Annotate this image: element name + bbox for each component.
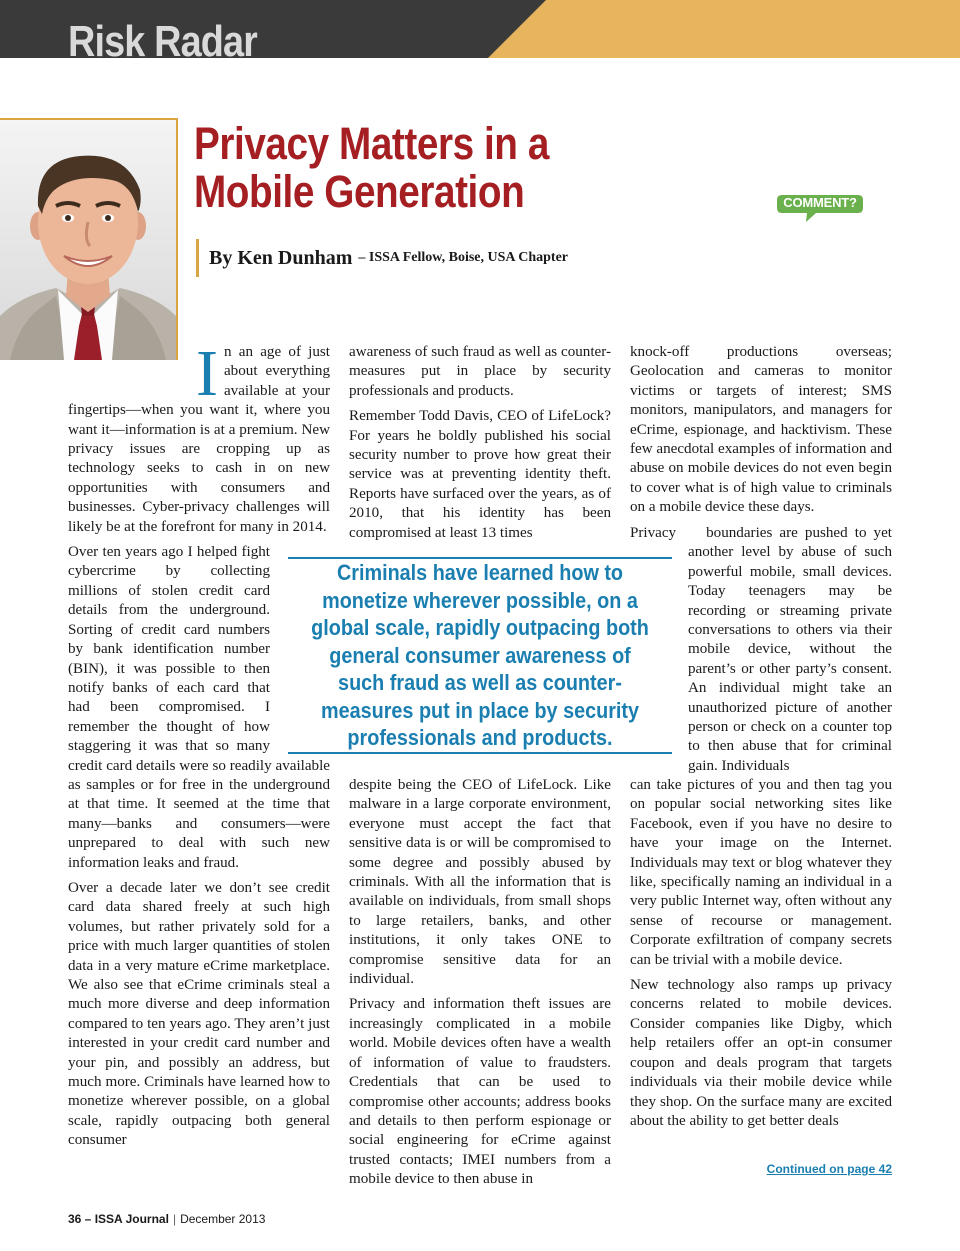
paragraph: In an age of just about everything available at your fingertips—when you want it, where you want it—information is at a premium. New privacy issues are cropping up as technology seeks to cash in on new opportunities with consumers and businesses. Cyber-privacy challenges will likely be at the forefront for many in 2014.	[68, 337, 330, 535]
paragraph: knock-off productions overseas; Geolocation and cameras to monitor victims or targets of interest; SMS monitors, manipulators, and managers for eCrime, espionage, and hacktivism. These few anecdotal examples of information and abuse on mobile devices do not even begin to cover what is of high value to criminals on a mobile device these days.	[630, 344, 892, 516]
paragraph: Privacy and information theft issues are increasingly complicated in a mobile world. Mobile devices often have a wealth of information of value to fraudsters. Credentials that can be used to compromise other accounts; address books and details to then perform espionage or social engineering for eCrime against trusted contacts; IMEI numbers from a mobile device to then abuse in	[349, 996, 611, 1188]
comment-label: COMMENT?	[783, 195, 857, 210]
photo-wrap-spacer	[68, 343, 196, 353]
footer-separator: |	[172, 1212, 177, 1226]
paragraph: can take pictures of you and then tag you on popular social networking sites like Facebook, even if you have no desire to have your image on the Internet. Individuals may text or blog whatever they like, specifically naming an individual in a very public Internet way, often without any sense of recourse or management. Corporate exfiltration of company secrets can be trivial with a mobile device.	[630, 777, 892, 968]
continued-link[interactable]: Continued on page 42	[766, 1162, 892, 1176]
paragraph: New technology also ramps up privacy concerns related to mobile devices. Consider companies like Digby, which help retailers offer an opt-in consumer coupon and deals program that targets individuals via their mobile device while they shop. On the surface many are excited about the ability to get better deals	[630, 977, 892, 1129]
article-column-3-bottom	[630, 776, 892, 1137]
pull-quote	[288, 557, 672, 754]
paragraph: despite being the CEO of LifeLock. Like malware in a large corporate environment, everyone must accept the fact that sensitive data is or will be compromised to some degree and possibly abused by criminals. With all the information that is available on individuals, from small shops to large retailers, banks, and other institutions, it only takes ONE to compromise sensitive data for an individual.	[349, 777, 611, 988]
paragraph: Over ten years ago I helped fight cybercrime by collecting millions of stolen credit card details from the underground. Sorting of credit card numbers by bank identification number (BIN), it was possible to then notify banks of each card that had been compromised. I remember the thought of how staggering it was that so many credit card details were so readily available as samples or for free in the underground at that time. It seemed at the time that many—banks and consumers—were unprepared to deal with such new information leaks and fraud.	[68, 544, 330, 871]
article-column-3-wrap-text	[688, 524, 892, 776]
comment-button[interactable]	[776, 194, 864, 224]
issue-date: December 2013	[180, 1212, 266, 1226]
section-title: Risk Radar	[68, 17, 258, 58]
paragraph: Over a decade later we don’t see credit card data shared freely at such high volumes, but rather privately sold for a price with much larger quantities of stolen data in a very mature eCrime marketplace. We also see that eCrime criminals steal a much more diverse and deep information compared to ten years ago. They aren’t just interested in your credit card number and your pin, and possibly an address, but much more. Criminals have learned how to monetize wherever possible, on a global scale, rapidly outpacing both general consumer	[68, 879, 330, 1149]
article-headline: Privacy Matters in a Mobile Generation	[194, 118, 549, 217]
paragraph: Remember Todd Davis, CEO of LifeLock? For years he boldly published his social security number to prove how great their service was at preventing identity theft. Reports have surfaced over the years, as of 2010, that his identity has been compromised at least 13 times	[349, 408, 611, 541]
article-column-2-top	[349, 343, 611, 549]
pull-quote-text: Criminals have learned how to monetize wherever possible, on a global scale, rapidly outpacing both general consumer awareness of such fraud as well as counter-measures put in place by security professionals and products.	[311, 560, 649, 751]
paragraph: boundaries are pushed to yet another level by abuse of such powerful mobile, small devices. Today teenagers may be recording or streaming private conversations to others via their mobile device, without the parent’s or other party’s consent. An individual might take an unauthorized picture of another person or check on a counter top to then abuse that for criminal gain. Individuals	[688, 525, 892, 774]
byline-affiliation: – ISSA Fellow, Boise, USA Chapter	[358, 250, 569, 265]
article-column-2-bottom	[349, 776, 611, 1196]
byline-author: By Ken Dunham	[209, 246, 353, 269]
section-banner	[0, 0, 960, 58]
page-number: 36 – ISSA Journal	[68, 1212, 169, 1226]
article-column-3-top	[630, 343, 892, 524]
page-footer	[68, 1212, 265, 1226]
paragraph-lead: Privacy	[630, 525, 677, 541]
author-photo	[0, 118, 178, 360]
article-column-1	[68, 337, 330, 1173]
dropcap: I	[196, 337, 218, 410]
byline	[196, 239, 568, 277]
paragraph: awareness of such fraud as well as counter-measures put in place by security professionals and products.	[349, 344, 611, 399]
